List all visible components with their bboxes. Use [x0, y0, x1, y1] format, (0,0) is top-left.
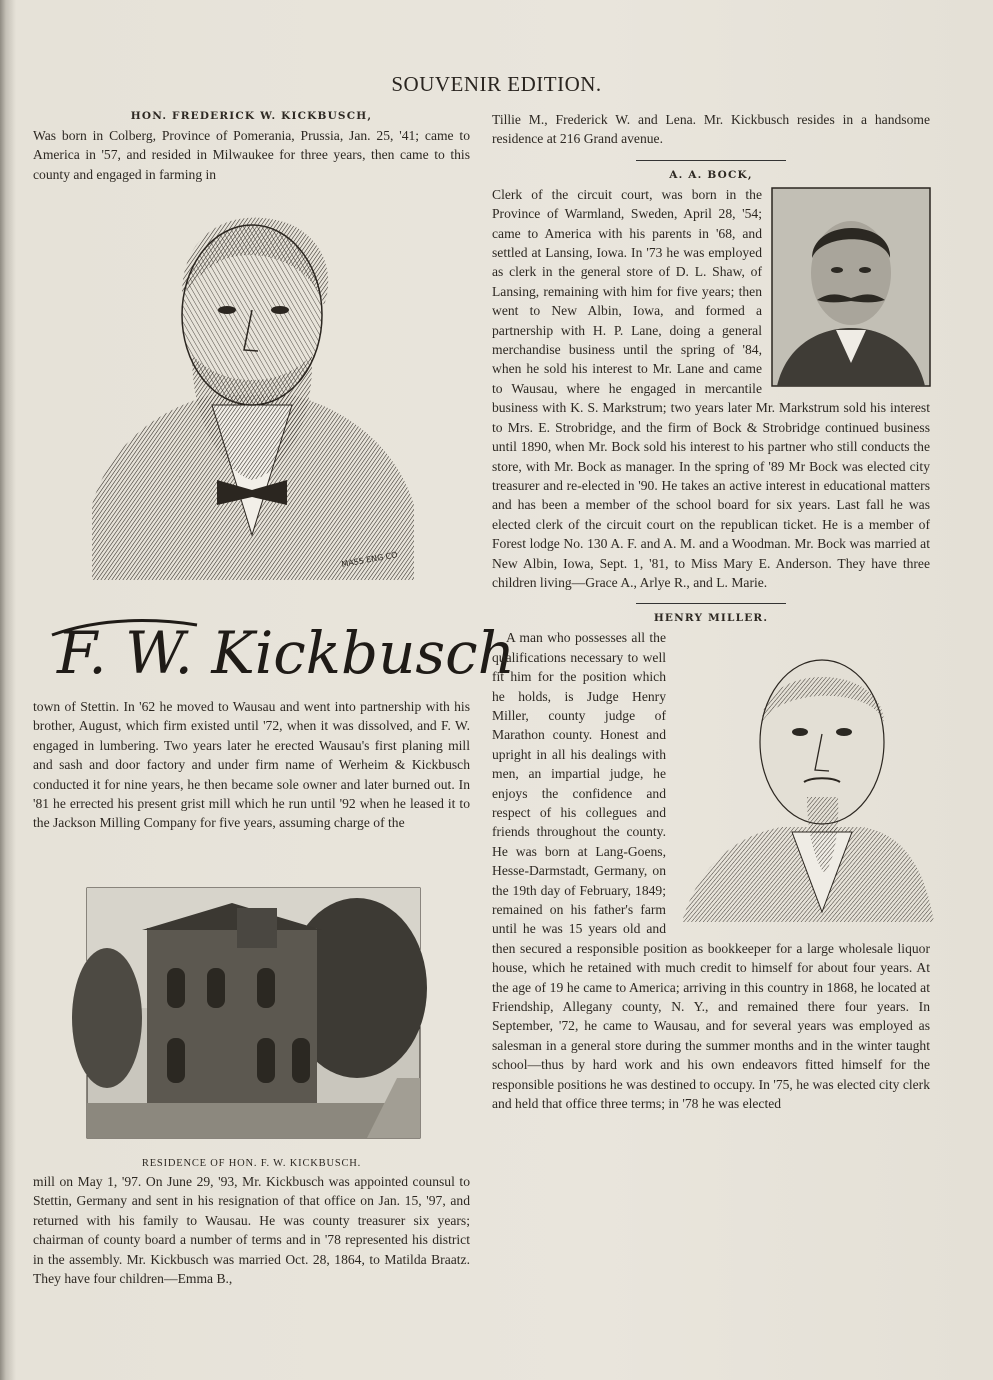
- bock-heading: A. A. BOCK,: [669, 168, 753, 181]
- kickbusch-portrait: [92, 205, 414, 580]
- kickbusch-signature: [47, 605, 516, 697]
- residence-caption: RESIDENCE OF HON. F. W. KICKBUSCH.: [141, 1158, 362, 1169]
- engraver-mark: MASS ENG CO: [340, 550, 399, 569]
- kickbusch-bio-part3: mill on May 1, '97. On June 29, '93, Mr. Kickbusch was appointed counsul to Stettin, Germany and sent in his resignation of that office on Jan. 15, '97, and returned with his family to Wausau. He was county treasurer six years; chairman of county board a number of terms and in '78 represented his district in the assembly. Mr. Kickbusch was married Oct. 28, 1864, to Matilda Braatz. They have four children—Emma B.,: [33, 1174, 470, 1287]
- miller-bio: A man who possesses all the qualifications necessary to well fit him for the position which he holds, is Judge Henry Miller, county judge of Marathon county. Honest and upright in all his dealings with men, an impartial judge, he enjoys the confidence and respect of his collegues and friends throughout the county. He was born at Lang-Goens, Hesse-Darmstadt, Germany, on the 19th day of February, 1849; remained on his father's farm until he was 15 years old and then secured a responsible position as bookkeeper for a large wholesale liquor house, which he retained with much credit to himself for about four years. At the age of 19 he came to America; arriving in this country in 1868, he located at Friendship, Allegany county, N. Y., and remained there four years. In September, '72, he came to Wausau, and for several years was employed as salesman in a general store during the summer months and in the winter taught school—thus by hard work and his own endeavors fitted himself for the responsible positions he was destined to occupy. In '75, he was elected city clerk and held that office three terms; in '78 he was elected: [492, 630, 930, 1112]
- left-column: [33, 110, 470, 184]
- bock-portrait: [772, 188, 930, 386]
- kickbusch-bio-part1: Was born in Colberg, Province of Pomerania, Prussia, Jan. 25, '41; came to America in '57, and resided in Milwaukee for three years, then came to this county and engaged in farming in: [33, 128, 470, 182]
- residence-photo: [87, 888, 420, 1138]
- kickbusch-heading: HON. FREDERICK W. KICKBUSCH,: [130, 110, 373, 122]
- kickbusch-bio-end: Tillie M., Frederick W. and Lena. Mr. Kickbusch resides in a handsome residence at 216 Grand avenue.: [492, 112, 930, 147]
- miller-portrait-slot: [672, 632, 942, 922]
- miller-heading: HENRY MILLER.: [653, 612, 769, 625]
- left-column-bottom: [33, 1158, 470, 1288]
- miller-portrait: [672, 632, 942, 922]
- bock-portrait-slot: [772, 188, 930, 386]
- signature-text: F. W. Kickbusch: [57, 619, 516, 687]
- kickbusch-bio-part2: town of Stettin. In '62 he moved to Wausau and went into partnership with his brother, August, which firm existed until '72, when it was dissolved, and F. W. engaged in lumbering. Two years later he erected Wausau's first planing mill and sash and door factory and under firm name of Werheim & Kickbusch conducted it for nine years, he then became sole owner and later burned out. In '81 he errected his present grist mill which he run until '92 when he leased it to the Jackson Milling Company for five years, assuming charge of the: [33, 699, 470, 831]
- bock-bio: Clerk of the circuit court, was born in the Province of Warmland, Sweden, April 28, '54; came to America with his parents in '68, and settled at Lansing, Iowa. In '73 he was employed as clerk in the general store of D. L. Shaw, of Lansing, remaining with him for five years; then went to New Albin, Iowa, and formed a partnership with H. P. Lane, doing a general merchandise business until the spring of '84, when he sold his interest to Mr. Lane and came to Wausau, where he engaged in mercantile business with K. S. Markstrum; two years later Mr. Markstrum sold his interest to Mrs. E. Strobridge, and the firm of Bock & Strobridge continued business until 1890, when Mr. Bock sold his interest to his partner who still conducts the store, with Mr. Bock as manager. In the spring of '89 Mr Bock was elected city treasurer and re-elected in '90. He takes an active interest in educational matters and has been a member of the school board for six years. Last fall he was elected clerk of the circuit court on the republican ticket. He is a member of Forest lodge No. 130 A. F. and A. M. and a Woodman. Mr. Bock was married at New Albin, Iowa, Sept. 1, '81, to Miss Mary E. Anderson. They have three children living—Grace A., Arlye R., and L. Marie.: [492, 186, 930, 590]
- right-column: [492, 110, 930, 1114]
- page-header: SOUVENIR EDITION.: [391, 72, 602, 96]
- divider: [636, 160, 786, 161]
- left-column-mid: [33, 697, 470, 833]
- divider: [636, 603, 786, 604]
